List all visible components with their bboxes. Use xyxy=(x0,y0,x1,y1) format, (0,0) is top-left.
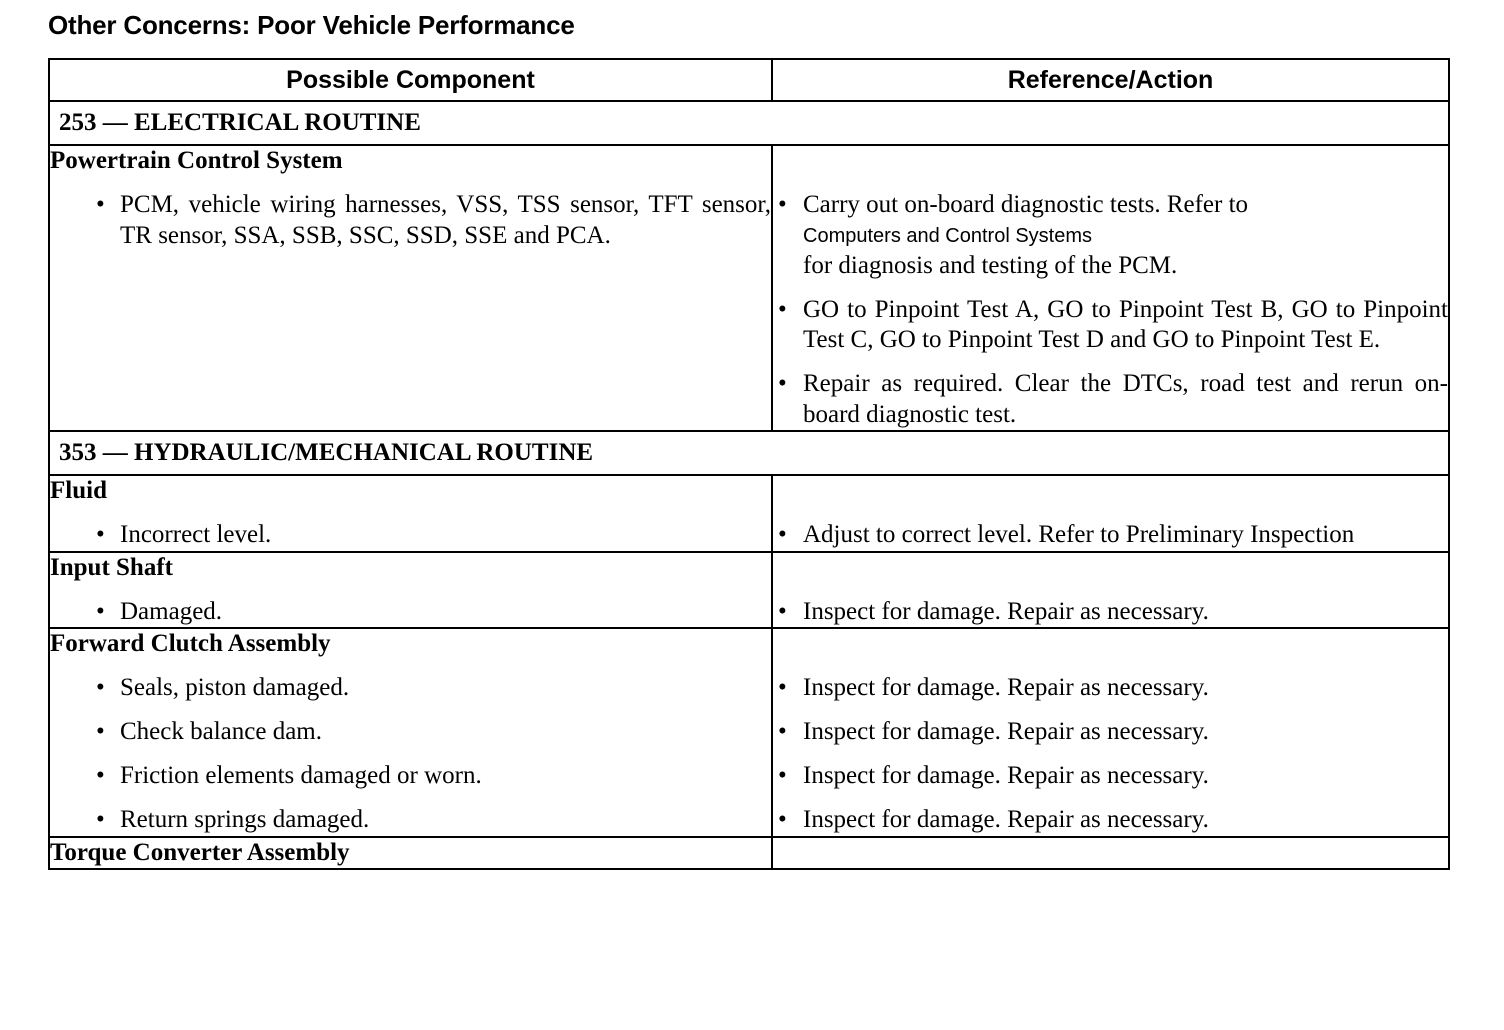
component-cell xyxy=(49,837,772,869)
action-text: Inspect for damage. Repair as necessary. xyxy=(803,597,1209,625)
bullet-icon: • xyxy=(96,521,105,548)
component-item-list xyxy=(50,190,771,251)
action-text: Repair as required. Clear the DTCs, road test and rerun on-board diagnostic test. xyxy=(803,370,1448,428)
routine-row xyxy=(49,431,1449,475)
bullet-icon: • xyxy=(778,762,787,789)
component-item: Return springs damaged. xyxy=(120,806,370,833)
list-item xyxy=(50,761,771,792)
list-item xyxy=(50,520,771,551)
bullet-icon: • xyxy=(778,521,787,548)
component-item-list xyxy=(50,673,771,836)
list-item xyxy=(773,717,1448,748)
action-list xyxy=(773,597,1448,628)
bullet-icon: • xyxy=(778,718,787,745)
action-list xyxy=(773,520,1448,551)
list-item xyxy=(773,761,1448,792)
action-cell xyxy=(772,628,1449,837)
list-item xyxy=(773,295,1448,356)
bullet-icon: • xyxy=(778,295,787,323)
action-text: Inspect for damage. Repair as necessary. xyxy=(803,718,1209,745)
bullet-icon: • xyxy=(778,370,787,397)
list-item xyxy=(773,520,1448,551)
bullet-icon: • xyxy=(778,191,787,218)
component-cell xyxy=(49,475,772,552)
list-item xyxy=(773,190,1448,281)
component-cell xyxy=(49,552,772,629)
component-name: Fluid xyxy=(50,477,107,504)
bullet-icon: • xyxy=(96,718,105,745)
table-row xyxy=(49,628,1449,837)
action-text-tail: for diagnosis and testing of the PCM. xyxy=(803,251,1178,279)
table-row xyxy=(49,552,1449,629)
routine-label: 253 — ELECTRICAL ROUTINE xyxy=(49,101,1449,145)
bullet-icon: • xyxy=(778,597,787,625)
list-item xyxy=(773,597,1448,628)
diagnosis-table xyxy=(48,58,1450,870)
bullet-icon: • xyxy=(778,806,787,833)
page-title: Other Concerns: Poor Vehicle Performance xyxy=(48,10,575,40)
component-name: Forward Clutch Assembly xyxy=(50,630,331,657)
action-cell xyxy=(772,145,1449,431)
action-list xyxy=(773,673,1448,836)
bullet-icon: • xyxy=(96,191,105,218)
table-row xyxy=(49,475,1449,552)
bullet-icon: • xyxy=(96,597,105,625)
bullet-icon: • xyxy=(96,674,105,701)
component-item: PCM, vehicle wiring harnesses, VSS, TSS sensor, TFT sensor, TR sensor, SSA, SSB, SSC, SSD, SSE and PCA. xyxy=(120,191,771,249)
list-item xyxy=(50,673,771,704)
component-item: Damaged. xyxy=(120,597,223,625)
list-item xyxy=(773,673,1448,704)
component-item-list xyxy=(50,597,771,628)
list-item xyxy=(773,369,1448,430)
column-header-action: Reference/Action xyxy=(772,59,1449,101)
component-item: Check balance dam. xyxy=(120,718,322,745)
component-item-list xyxy=(50,520,771,551)
component-item: Incorrect level. xyxy=(120,521,272,548)
bullet-icon: • xyxy=(778,674,787,701)
action-text: Inspect for damage. Repair as necessary. xyxy=(803,806,1209,833)
routine-row xyxy=(49,101,1449,145)
table-row xyxy=(49,837,1449,869)
action-cell xyxy=(772,837,1449,869)
list-item xyxy=(773,805,1448,836)
action-text: Inspect for damage. Repair as necessary. xyxy=(803,674,1209,701)
column-header-component: Possible Component xyxy=(49,59,772,101)
action-text: Carry out on-board diagnostic tests. Refer to xyxy=(803,191,1249,218)
list-item xyxy=(50,190,771,251)
action-text: Inspect for damage. Repair as necessary. xyxy=(803,762,1209,789)
list-item xyxy=(50,597,771,628)
action-text: GO to Pinpoint Test A, GO to Pinpoint Test B, GO to Pinpoint Test C, GO to Pinpoint Test D and GO to Pinpoint Test E. xyxy=(803,295,1448,353)
action-cell xyxy=(772,475,1449,552)
component-item: Seals, piston damaged. xyxy=(120,674,350,701)
action-text: Adjust to correct level. Refer to Preliminary Inspection xyxy=(803,521,1355,548)
component-item: Friction elements damaged or worn. xyxy=(120,762,482,789)
bullet-icon: • xyxy=(96,762,105,789)
component-cell xyxy=(49,145,772,431)
list-item xyxy=(50,805,771,836)
routine-label: 353 — HYDRAULIC/MECHANICAL ROUTINE xyxy=(49,431,1449,475)
table-row xyxy=(49,145,1449,431)
component-cell xyxy=(49,628,772,837)
list-item xyxy=(50,717,771,748)
reference-link: Computers and Control Systems xyxy=(803,224,1093,247)
table-header-row xyxy=(49,59,1449,101)
action-cell xyxy=(772,552,1449,629)
component-name: Torque Converter Assembly xyxy=(50,838,350,866)
component-name: Powertrain Control System xyxy=(50,147,343,174)
bullet-icon: • xyxy=(96,806,105,833)
action-list xyxy=(773,190,1448,430)
component-name: Input Shaft xyxy=(50,553,173,581)
